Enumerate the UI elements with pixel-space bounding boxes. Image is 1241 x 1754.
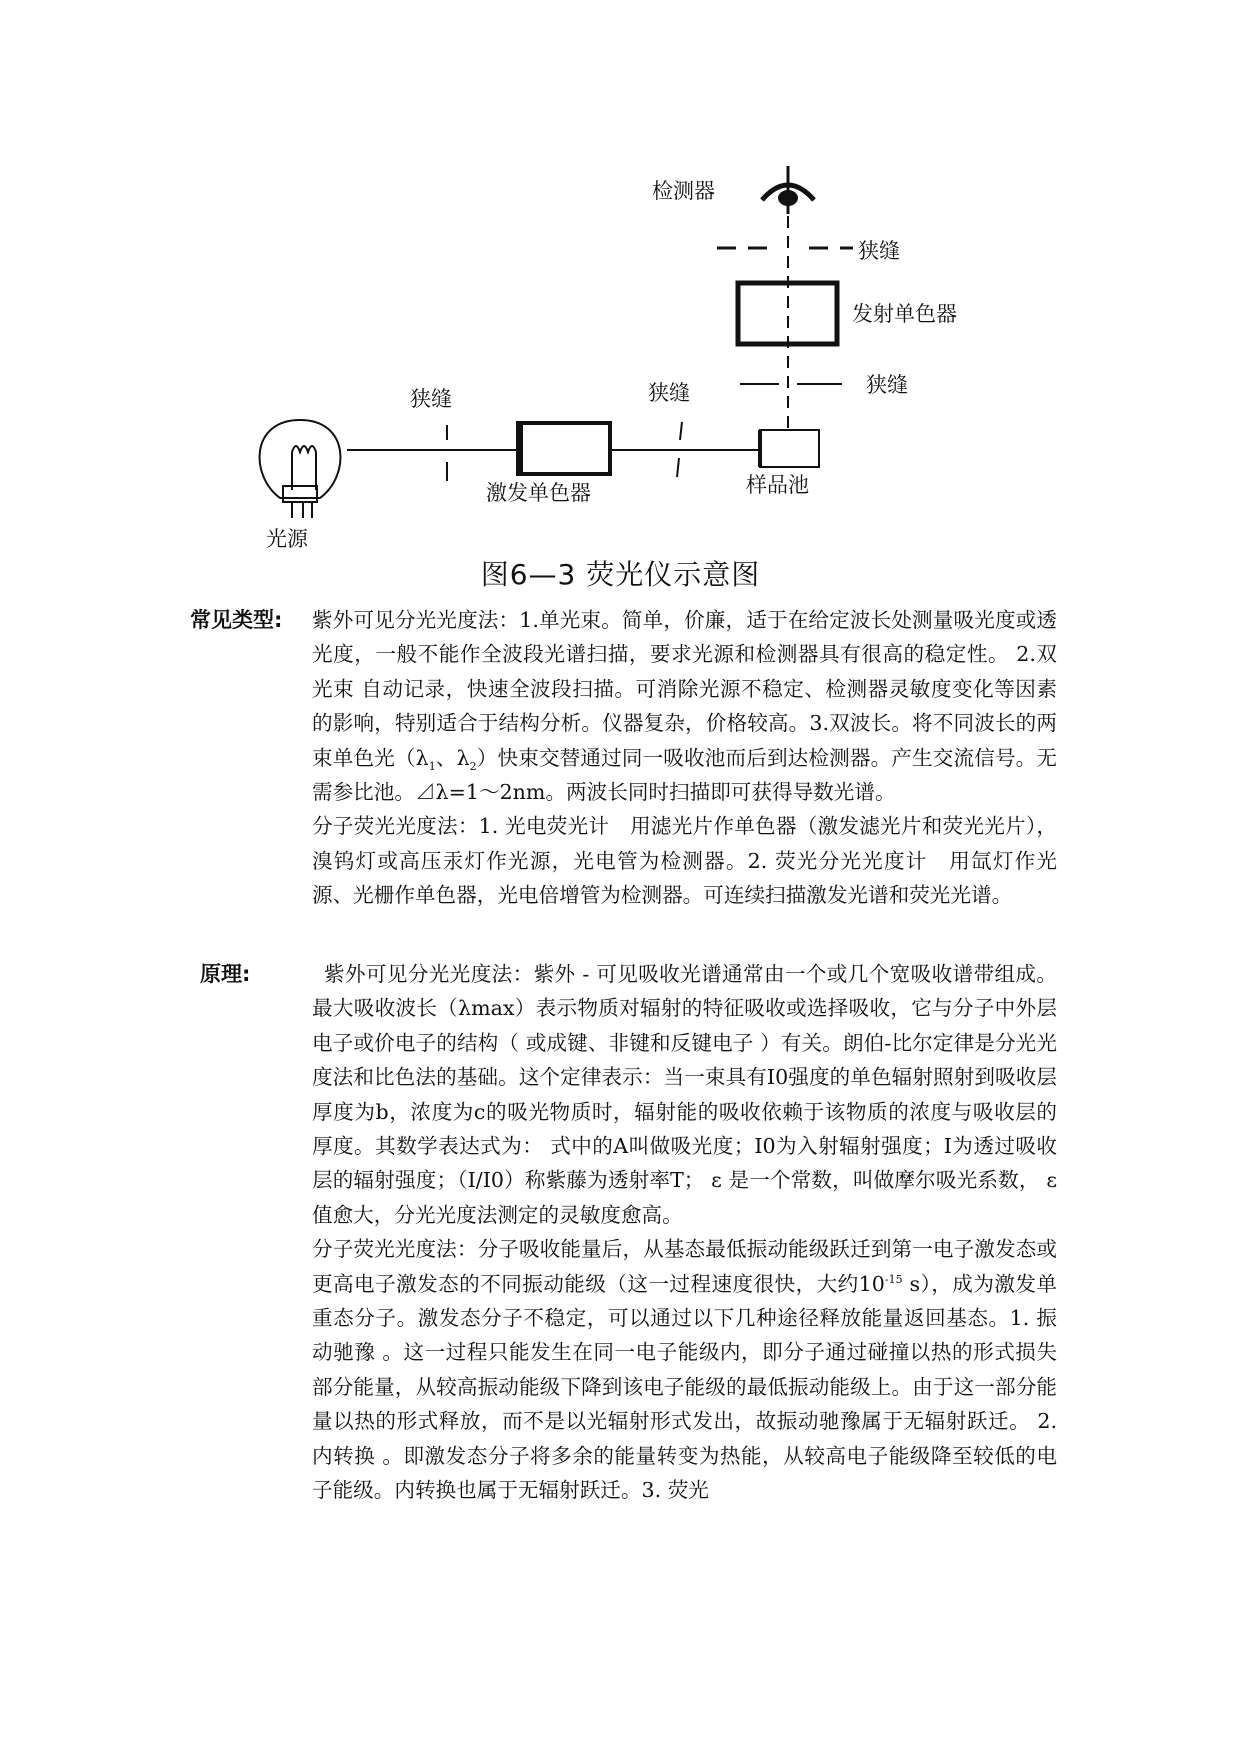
label-emission-monochromator: 发射单色器 xyxy=(852,302,957,326)
types-section xyxy=(312,603,1057,913)
label-slit-middle: 狭缝 xyxy=(648,381,690,405)
label-slit-top: 狭缝 xyxy=(858,239,900,263)
principle-section xyxy=(312,957,1057,1508)
label-slit-left: 狭缝 xyxy=(410,387,452,411)
label-detector: 检测器 xyxy=(652,179,715,203)
detector-eye-icon xyxy=(762,166,814,214)
label-sample-cell: 样品池 xyxy=(746,473,809,497)
principle-fluorescence-paragraph: 分子荧光光度法：分子吸收能量后，从基态最低振动能级跃迁到第一电子激发态或更高电子激发态的不同振动能级（这一过程速度很快，大约$10^{-15}$ s），成为激发单重态分子。激发态分子不稳定，可以通过以下几种途径释放能量返回基态。1. 振动驰豫 。这一过程只能发生在同一电子能级内，即分子通过碰撞以热的形式损失部分能量，从较高振动能级下降到该电子能级的最低振动能级上。由于这一部分能量以热的形式释放，而不是以光辐射形式发出，故振动驰豫属于无辐射跃迁。 2. 内转换 。即激发态分子将多余的能量转变为热能，从较高电子能级降至较低的电子能级。内转换也属于无辐射跃迁。3. 荧光 xyxy=(312,1237,1057,1503)
label-light-source: 光源 xyxy=(266,527,308,551)
label-excitation-monochromator: 激发单色器 xyxy=(486,481,591,505)
principle-uv-vis-paragraph: 紫外可见分光光度法：紫外 - 可见吸收光谱通常由一个或几个宽吸收谱带组成。最大吸收波长（λmax）表示物质对辐射的特征吸收或选择吸收，它与分子中外层电子或价电子的结构（ 或成键、非键和反键电子 ）有关。朗伯-比尔定律是分光光度法和比色法的基础。这个定律表示：当一束具有I0强度的单色辐射照射到吸收层厚度为b，浓度为c的吸光物质时，辐射能的吸收依赖于该物质的浓度与吸收层的厚度。其数学表达式为： 式中的A叫做吸光度；I0为入射辐射强度；I为透过吸收层的辐射强度；（I/I0）称紫藤为透射率T； ε 是一个常数，叫做摩尔吸光系数， ε 值愈大，分光光度法测定的灵敏度愈高。 xyxy=(312,962,1057,1227)
fluorometer-diagram xyxy=(0,0,1241,560)
sample-cell-box xyxy=(760,430,819,467)
label-slit-right: 狭缝 xyxy=(866,373,908,397)
light-bulb-icon xyxy=(260,420,341,518)
excitation-monochromator-box xyxy=(518,423,610,474)
types-fluorescence-paragraph: 分子荧光光度法：1. 光电荧光计 用滤光片作单色器（激发滤光片和荧光光片），溴钨灯或高压汞灯作光源，光电管为检测器。2. 荧光分光光度计 用氙灯作光源、光栅作单色器，光电倍增管为检测器。可连续扫描激发光谱和荧光光谱。 xyxy=(312,814,1057,908)
figure-caption: 图6—3 荧光仪示意图 xyxy=(480,558,761,591)
types-label: 常见类型: xyxy=(190,608,283,632)
types-uv-vis-paragraph: 紫外可见分光光度法：1.单光束。简单，价廉，适于在给定波长处测量吸光度或透光度，一般不能作全波段光谱扫描，要求光源和检测器具有很高的稳定性。 2.双光束 自动记录，快速全波段扫描。可消除光源不稳定、检测器灵敏度变化等因素的影响，特别适合于结构分析。仪器复杂，价格较高。3.双波长。将不同波长的两束单色光（$\lambda_1$、$\lambda_2$）快束交替通过同一吸收池而后到达检测器。产生交流信号。无需参比池。⊿λ=1～2nm。两波长同时扫描即可获得导数光谱。 xyxy=(312,608,1057,805)
principle-label: 原理: xyxy=(200,962,251,986)
emission-monochromator-box xyxy=(738,283,837,344)
